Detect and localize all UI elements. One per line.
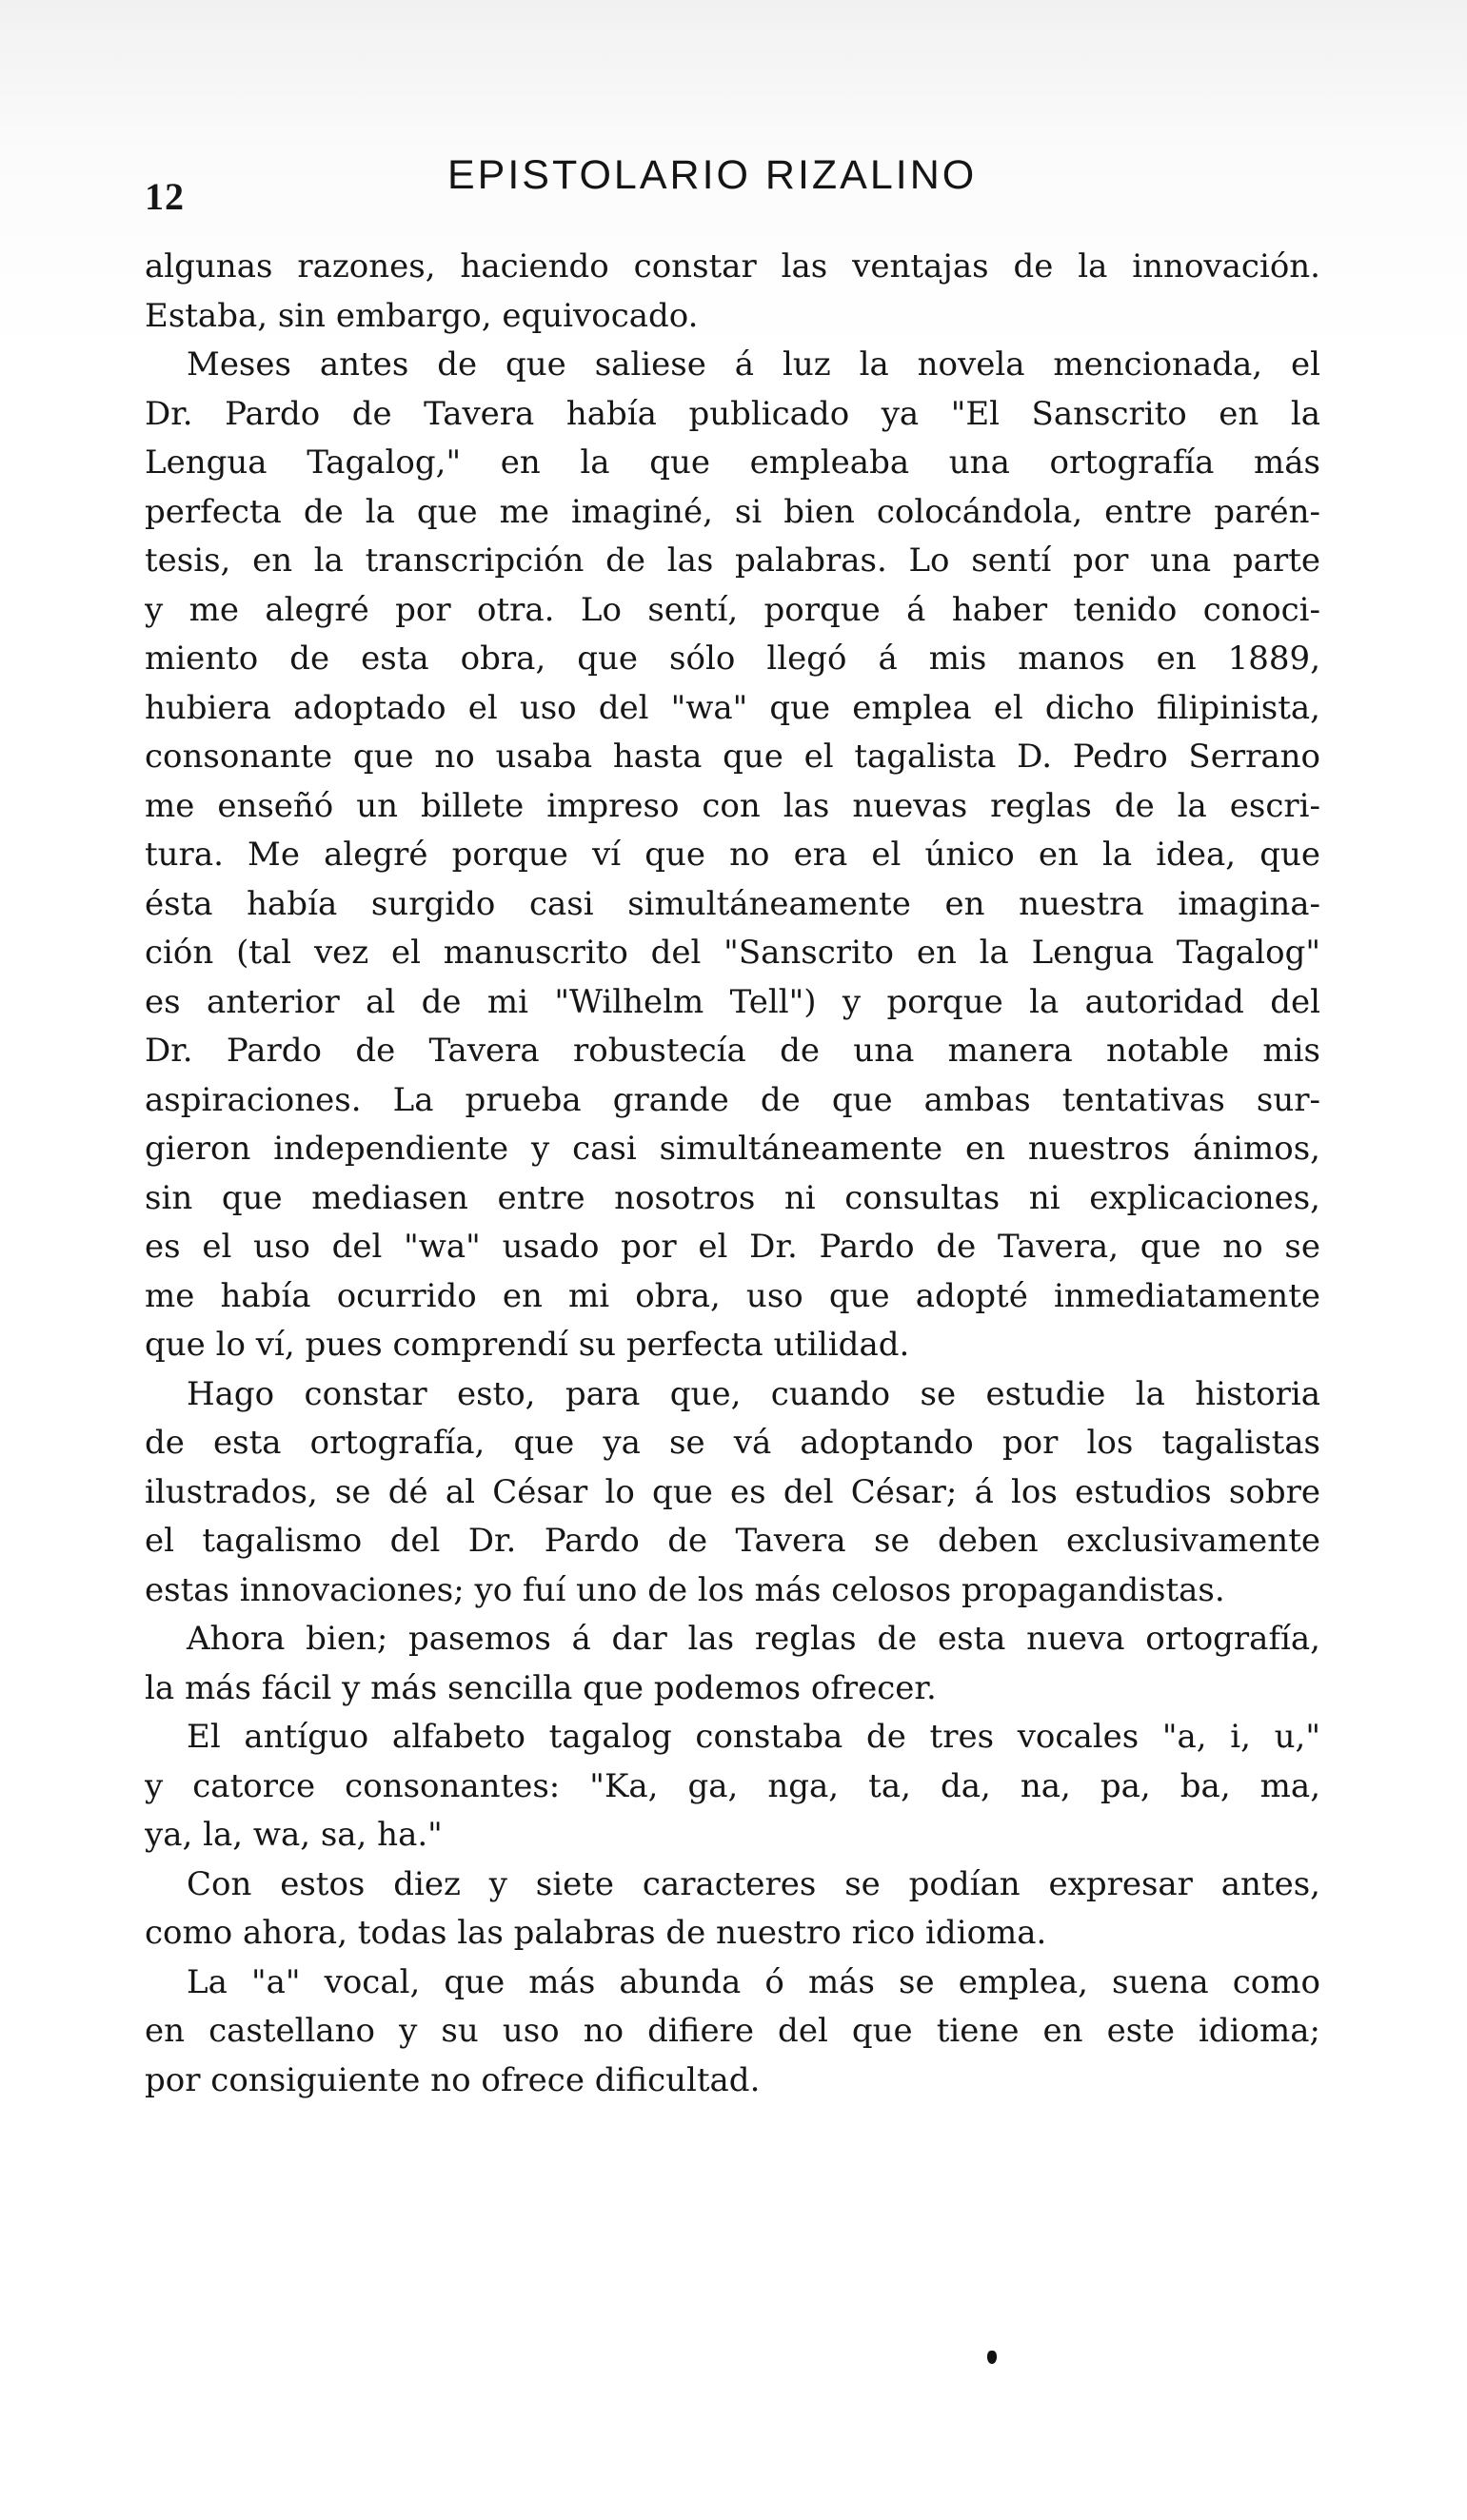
text-line: y catorce consonantes: "Ka, ga, nga, ta, da, na, pa, ba, ma,	[145, 1766, 1320, 1805]
text-line: Dr. Pardo de Tavera había publicado ya "El Sanscrito en la	[145, 394, 1320, 433]
text-line: Lengua Tagalog," en la que empleaba una ortografía más	[145, 443, 1320, 482]
paragraph	[145, 1370, 1320, 1616]
paragraph	[145, 341, 1320, 1370]
text-line: ésta había surgido casi simultáneamente en nuestra imagina-	[145, 884, 1320, 923]
text-line: perfecta de la que me imaginé, si bien colocándola, entre parén-	[145, 492, 1320, 531]
text-line: es anterior al de mi "Wilhelm Tell") y porque la autoridad del	[145, 982, 1320, 1021]
text-line: de esta ortografía, que ya se vá adoptando por los tagalistas	[145, 1424, 1320, 1462]
text-line: por consiguiente no ofrece dificultad.	[145, 2060, 761, 2099]
text-line: la más fácil y más sencilla que podemos ofrecer.	[145, 1668, 937, 1707]
text-line: La "a" vocal, que más abunda ó más se emplea, suena como	[187, 1962, 1320, 2001]
page-number: 12	[145, 175, 185, 218]
text-line: ilustrados, se dé al César lo que es del César; á los estudios sobre	[145, 1472, 1320, 1511]
text-line: me había ocurrido en mi obra, uso que adopté inmediatamente	[145, 1276, 1320, 1315]
text-line: Dr. Pardo de Tavera robustecía de una manera notable mis	[145, 1032, 1320, 1070]
text-line: ción (tal vez el manuscrito del "Sanscrito en la Lengua Tagalog"	[145, 934, 1320, 972]
text-line: El antíguo alfabeto tagalog constaba de tres vocales "a, i, u,"	[187, 1718, 1320, 1756]
text-line: sin que mediasen entre nosotros ni consultas ni explicaciones,	[145, 1178, 1320, 1217]
text-line: tesis, en la transcripción de las palabras. Lo sentí por una parte	[145, 541, 1320, 580]
paragraph	[145, 243, 1320, 341]
text-line: que lo ví, pues comprendí su perfecta utilidad.	[145, 1326, 910, 1364]
paragraph	[145, 1713, 1320, 1860]
text-line: aspiraciones. La prueba grande de que ambas tentativas sur-	[145, 1080, 1320, 1119]
paragraph	[145, 1959, 1320, 2106]
text-line: Meses antes de que saliese á luz la novela mencionada, el	[187, 345, 1320, 384]
text-line: y me alegré por otra. Lo sentí, porque á haber tenido conoci-	[145, 590, 1320, 629]
text-line: en castellano y su uso no difiere del que tiene en este idioma;	[145, 2012, 1320, 2050]
text-line: como ahora, todas las palabras de nuestro rico idioma.	[145, 1914, 1047, 1952]
text-line: estas innovaciones; yo fuí uno de los más celosos propagandistas.	[145, 1570, 1225, 1609]
paragraph	[145, 1615, 1320, 1713]
text-line: algunas razones, haciendo constar las ventajas de la innovación.	[145, 247, 1320, 285]
text-line: Con estos diez y siete caracteres se podían expresar antes,	[187, 1864, 1320, 1903]
text-line: Hago constar esto, para que, cuando se estudie la historia	[187, 1374, 1320, 1413]
text-line: hubiera adoptado el uso del "wa" que emplea el dicho filipinista,	[145, 688, 1320, 727]
text-line: tura. Me alegré porque ví que no era el único en la idea, que	[145, 836, 1320, 874]
body-text	[145, 243, 1320, 2105]
text-line: Ahora bien; pasemos á dar las reglas de esta nueva ortografía,	[187, 1620, 1320, 1658]
running-title: EPISTOLARIO RIZALINO	[447, 152, 978, 198]
text-line: es el uso del "wa" usado por el Dr. Pardo de Tavera, que no se	[145, 1228, 1320, 1266]
text-line: consonante que no usaba hasta que el tagalista D. Pedro Serrano	[145, 738, 1320, 776]
text-line: Estaba, sin embargo, equivocado.	[145, 296, 699, 335]
text-line: miento de esta obra, que sólo llegó á mis manos en 1889,	[145, 640, 1320, 678]
ornament-mark	[987, 2351, 997, 2364]
text-line: el tagalismo del Dr. Pardo de Tavera se deben exclusivamente	[145, 1522, 1320, 1560]
text-line: ya, la, wa, sa, ha."	[145, 1816, 443, 1854]
text-line: gieron independiente y casi simultáneamente en nuestros ánimos,	[145, 1130, 1320, 1168]
paragraph	[145, 1860, 1320, 1959]
text-line: me enseñó un billete impreso con las nuevas reglas de la escri-	[145, 786, 1320, 825]
